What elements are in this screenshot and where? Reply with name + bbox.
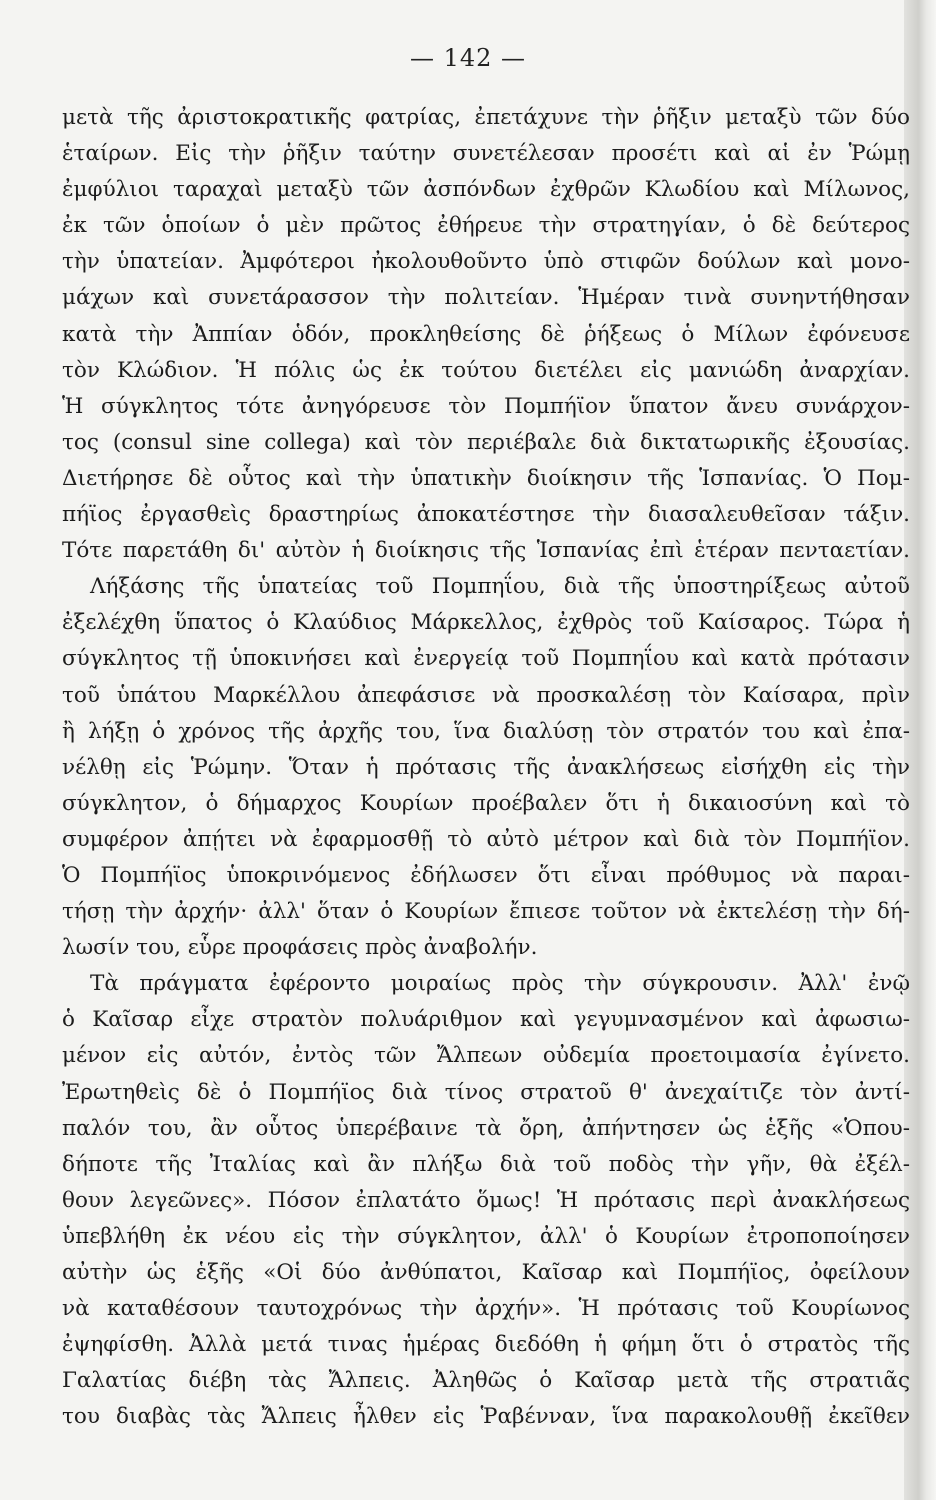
text-line: μένον εἰς αὐτόν, ἐντὸς τῶν Ἄλπεων οὐδεμία προετοιμασία ἐγίνετο. [62, 1043, 910, 1069]
text-line: σύγκλητος τῇ ὑποκινήσει καὶ ἐνεργείᾳ τοῦ Πομπηΐου καὶ κατὰ πρότασιν [62, 646, 910, 672]
text-line: τος (consul sine collega) καὶ τὸν περιέβαλε διὰ δικτατωρικῆς ἐξουσίας. [62, 429, 910, 455]
text-line: πήϊος ἐργασθεὶς δραστηρίως ἀποκατέστησε τὴν διασαλευθεῖσαν τάξιν. [62, 502, 910, 528]
text-line: νέλθῃ εἰς Ῥώμην. Ὅταν ἡ πρότασις τῆς ἀνακλήσεως εἰσήχθη εἰς τὴν [62, 754, 910, 780]
text-line: Ἐρωτηθεὶς δὲ ὁ Πομπήϊος διὰ τίνος στρατοῦ θ' ἀνεχαίτιζε τὸν ἀντί- [62, 1079, 910, 1105]
text-line: ἑταίρων. Εἰς τὴν ῥῆξιν ταύτην συνετέλεσαν προσέτι καὶ αἱ ἐν Ῥώμῃ [62, 141, 910, 167]
text-line: ὁ Καῖσαρ εἶχε στρατὸν πολυάριθμον καὶ γεγυμνασμένον καὶ ἀφωσιω- [62, 1007, 910, 1033]
text-line: κατὰ τὴν Ἀππίαν ὁδόν, προκληθείσης δὲ ῥήξεως ὁ Μίλων ἐφόνευσε [62, 321, 910, 347]
text-line: του διαβὰς τὰς Ἄλπεις ἦλθεν εἰς Ῥαβένναν, ἵνα παρακολουθῇ ἐκεῖθεν [62, 1404, 910, 1430]
text-line: θουν λεγεῶνες». Πόσον ἐπλατάτο ὅμως! Ἡ πρότασις περὶ ἀνακλήσεως [62, 1187, 910, 1213]
text-line: παλόν του, ἂν οὗτος ὑπερέβαινε τὰ ὄρη, ἀπήντησεν ὡς ἑξῆς «Ὁπου- [62, 1115, 910, 1141]
text-line: σύγκλητον, ὁ δήμαρχος Κουρίων προέβαλεν ὅτι ἡ δικαιοσύνη καὶ τὸ [62, 790, 910, 816]
text-line: Τὰ πράγματα ἐφέροντο μοιραίως πρὸς τὴν σύγκρουσιν. Ἀλλ' ἐνῷ [90, 971, 910, 997]
page-number: — 142 — [409, 44, 527, 72]
text-line: συμφέρον ἀπῄτει νὰ ἐφαρμοσθῇ τὸ αὐτὸ μέτρον καὶ διὰ τὸν Πομπήϊον. [62, 826, 910, 852]
text-line: Τότε παρετάθη δι' αὐτὸν ἡ διοίκησις τῆς Ἱσπανίας ἐπὶ ἑτέραν πενταετίαν. [62, 538, 910, 564]
text-line: Ὁ Πομπήϊος ὑποκρινόμενος ἐδήλωσεν ὅτι εἶναι πρόθυμος νὰ παραι- [62, 862, 910, 888]
text-line: ἐμφύλιοι ταραχαὶ μεταξὺ τῶν ἀσπόνδων ἐχθρῶν Κλωδίου καὶ Μίλωνος, [62, 177, 910, 203]
text-line: τοῦ ὑπάτου Μαρκέλλου ἀπεφάσισε νὰ προσκαλέσῃ τὸν Καίσαρα, πρὶν [62, 682, 910, 708]
text-line: Ἡ σύγκλητος τότε ἀνηγόρευσε τὸν Πομπήϊον ὕπατον ἄνευ συνάρχον- [62, 393, 910, 419]
text-line: Γαλατίας διέβη τὰς Ἄλπεις. Ἀληθῶς ὁ Καῖσαρ μετὰ τῆς στρατιᾶς [62, 1368, 910, 1394]
text-line: μάχων καὶ συνετάρασσον τὴν πολιτείαν. Ἡμέραν τινὰ συνηντήθησαν [62, 285, 910, 311]
text-line: μετὰ τῆς ἀριστοκρατικῆς φατρίας, ἐπετάχυνε τὴν ῥῆξιν μεταξὺ τῶν δύο [62, 105, 910, 130]
text-line: ἐξελέχθη ὕπατος ὁ Κλαύδιος Μάρκελλος, ἐχθρὸς τοῦ Καίσαρος. Τώρα ἡ [62, 610, 910, 636]
text-line: τὴν ὑπατείαν. Ἀμφότεροι ἠκολουθοῦντο ὑπὸ στιφῶν δούλων καὶ μονο- [62, 249, 910, 275]
text-line: τὸν Κλώδιον. Ἡ πόλις ὡς ἐκ τούτου διετέλει εἰς μανιώδη ἀναρχίαν. [62, 357, 910, 383]
text-line: ἐκ τῶν ὁποίων ὁ μὲν πρῶτος ἐθήρευε τὴν στρατηγίαν, ὁ δὲ δεύτερος [62, 213, 910, 239]
text-line: τήσῃ τὴν ἀρχήν· ἀλλ' ὅταν ὁ Κουρίων ἔπιεσε τοῦτον νὰ ἐκτελέσῃ τὴν δή- [62, 899, 910, 925]
text-line: λωσίν του, εὗρε προφάσεις πρὸς ἀναβολήν. [62, 935, 538, 961]
body-text [62, 100, 910, 1435]
text-line: Διετήρησε δὲ οὗτος καὶ τὴν ὑπατικὴν διοίκησιν τῆς Ἱσπανίας. Ὁ Πομ- [62, 465, 910, 491]
text-line: Λήξάσης τῆς ὑπατείας τοῦ Πομπηΐου, διὰ τῆς ὑποστηρίξεως αὐτοῦ [90, 574, 910, 600]
text-line: δήποτε τῆς Ἰταλίας καὶ ἂν πλήξω διὰ τοῦ ποδὸς τὴν γῆν, θὰ ἐξέλ- [62, 1151, 910, 1177]
text-line: αὐτὴν ὡς ἑξῆς «Οἱ δύο ἀνθύπατοι, Καῖσαρ καὶ Πομπήϊος, ὀφείλουν [62, 1260, 910, 1285]
text-line: ἐψηφίσθη. Ἀλλὰ μετά τινας ἡμέρας διεδόθη ἡ φήμη ὅτι ὁ στρατὸς τῆς [62, 1332, 910, 1358]
text-line: νὰ καταθέσουν ταυτοχρόνως τὴν ἀρχήν». Ἡ πρότασις τοῦ Κουρίωνος [62, 1296, 910, 1322]
text-line: ἢ λήξῃ ὁ χρόνος τῆς ἀρχῆς του, ἵνα διαλύσῃ τὸν στρατόν του καὶ ἐπα- [62, 718, 910, 744]
text-line: ὑπεβλήθη ἐκ νέου εἰς τὴν σύγκλητον, ἀλλ' ὁ Κουρίων ἐτροποποίησεν [62, 1223, 910, 1249]
